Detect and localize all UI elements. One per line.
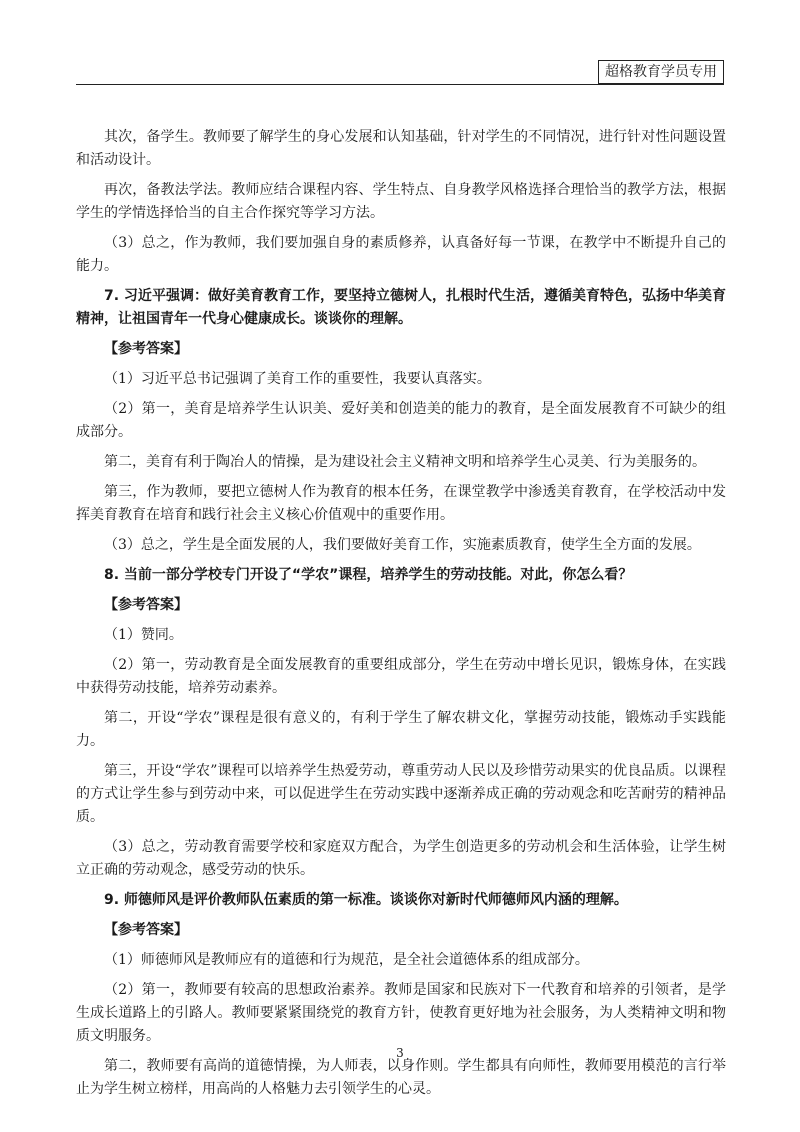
paragraph: （1）习近平总书记强调了美育工作的重要性，我要认真落实。	[104, 371, 491, 387]
question-heading: 9. 师德师风是评价教师队伍素质的第一标准。谈谈你对新时代师德师风内涵的理解。	[104, 892, 628, 908]
paragraph: 再次，备教法学法。教师应结合课程内容、学生特点、自身教学风格选择合理恰当的教学方法，根据学生的学情选择恰当的自主合作探究等学习方法。	[76, 182, 726, 221]
answer-label: 【参考答案】	[104, 597, 188, 613]
paragraph: 第三，开设“学农”课程可以培养学生热爱劳动，尊重劳动人民以及珍惜劳动果实的优良品质。以课程的方式让学生参与到劳动中来，可以促进学生在劳动实践中逐渐养成正确的劳动观念和吃苦耐劳的精神品质。	[76, 763, 726, 825]
page-number: 3	[396, 1046, 404, 1060]
paragraph: （3）总之，劳动教育需要学校和家庭双方配合，为学生创造更多的劳动机会和生活体验，让学生树立正确的劳动观念，感受劳动的快乐。	[76, 839, 726, 878]
paragraph: （2）第一，教师要有较高的思想政治素养。教师是国家和民族对下一代教育和培养的引领者，是学生成长道路上的引路人。教师要紧紧围绕党的教育方针，使教育更好地为社会服务，为人类精神文明和物质文明服务。	[76, 982, 726, 1044]
paragraph: 第二，教师要有高尚的道德情操，为人师表，以身作则。学生都具有向师性，教师要用模范的言行举止为学生树立榜样，用高尚的人格魅力去引领学生的心灵。	[76, 1058, 726, 1097]
answer-label: 【参考答案】	[104, 341, 188, 357]
header-divider	[76, 84, 724, 85]
paragraph: 第二，美育有利于陶冶人的情操，是为建设社会主义精神文明和培养学生心灵美、行为美服务的。	[104, 454, 706, 470]
answer-label: 【参考答案】	[104, 922, 188, 938]
header-label: 超格教育学员专用	[598, 60, 724, 84]
paragraph: 第三，作为教师，要把立德树人作为教育的根本任务，在课堂教学中渗透美育教育，在学校活动中发挥美育教育在培育和践行社会主义核心价值观中的重要作用。	[76, 484, 726, 523]
document-body	[76, 126, 726, 1108]
paragraph: （2）第一，劳动教育是全面发展教育的重要组成部分，学生在劳动中增长见识，锻炼身体，在实践中获得劳动技能，培养劳动素养。	[76, 657, 726, 696]
paragraph: （3）总之，学生是全面发展的人，我们要做好美育工作，实施素质教育，使学生全方面的发展。	[104, 537, 701, 553]
paragraph: （1）赞同。	[104, 627, 183, 643]
paragraph: （2）第一，美育是培养学生认识美、爱好美和创造美的能力的教育，是全面发展教育不可缺少的组成部分。	[76, 401, 726, 440]
paragraph: 第二，开设“学农”课程是很有意义的，有利于学生了解农耕文化，掌握劳动技能，锻炼动手实践能力。	[76, 710, 726, 749]
paragraph: 其次，备学生。教师要了解学生的身心发展和认知基础，针对学生的不同情况，进行针对性问题设置和活动设计。	[76, 129, 726, 168]
paragraph: （3）总之，作为教师，我们要加强自身的素质修养，认真备好每一节课，在教学中不断提升自己的能力。	[76, 235, 726, 274]
paragraph: （1）师德师风是教师应有的道德和行为规范，是全社会道德体系的组成部分。	[104, 952, 589, 968]
question-heading: 8. 当前一部分学校专门开设了“学农”课程，培养学生的劳动技能。对此，你怎么看？	[104, 567, 633, 583]
question-heading: 7. 习近平强调：做好美育教育工作，要坚持立德树人，扎根时代生活，遵循美育特色，弘扬中华美育精神，让祖国青年一代身心健康成长。谈谈你的理解。	[76, 288, 726, 327]
